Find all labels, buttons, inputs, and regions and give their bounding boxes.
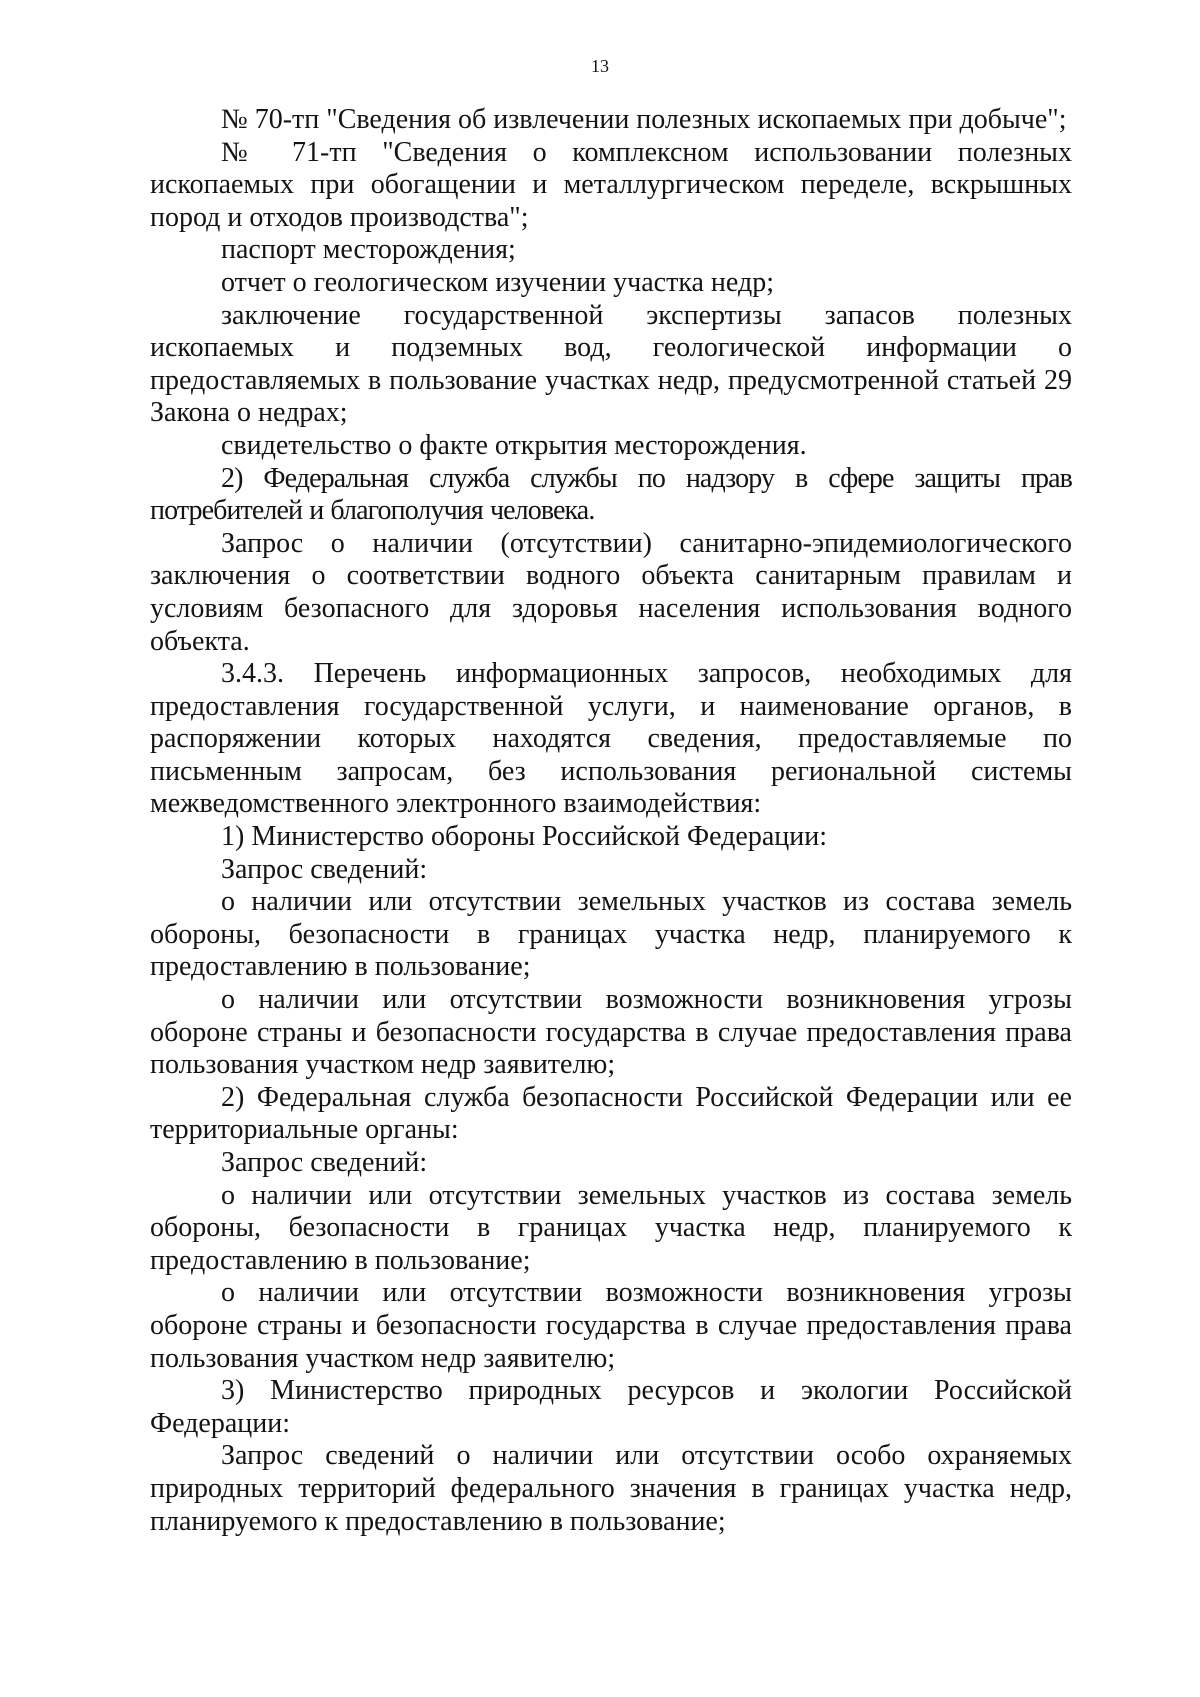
paragraph-defense-land-plots-2: о наличии или отсутствии земельных участков из состава земель обороны, безопасности в границах участка недр, планируемого к предоставлению в пользование; [150, 1179, 1072, 1276]
page-number: 13 [591, 56, 609, 76]
paragraph-protected-areas-request: Запрос сведений о наличии или отсутствии особо охраняемых природных территорий федерального значения в границах участка недр, планируемого к предоставлению в пользование; [150, 1440, 1072, 1537]
paragraph-geological-report: отчет о геологическом изучении участка недр; [221, 266, 774, 298]
document-body [150, 104, 1072, 1538]
paragraph-defense-threat-2: о наличии или отсутствии возможности возникновения угрозы обороне страны и безопасности государства в случае предоставления права пользования участком недр заявителю; [150, 1277, 1072, 1374]
paragraph-info-request-2: Запрос сведений: [221, 1147, 428, 1178]
paragraph-state-expertise: заключение государственной экспертизы запасов полезных ископаемых и подземных вод, геологической информации о предоставляемых в пользование участках недр, предусмотренной статьей 29 Закона о недрах; [150, 299, 1072, 429]
paragraph-form-70tp: № 70-тп "Сведения об извлечении полезных ископаемых при добыче"; [221, 104, 1067, 135]
paragraph-discovery-certificate: свидетельство о факте открытия месторождения. [221, 429, 807, 461]
paragraph-consumer-protection-service: 2) Федеральная служба службы по надзору в сфере защиты прав потребителей и благополучия человека. [150, 462, 1072, 527]
paragraph-federal-security-service: 2) Федеральная служба безопасности Российской Федерации или ее территориальные органы: [150, 1081, 1072, 1146]
paragraph-section-3-4-3: 3.4.3. Перечень информационных запросов, необходимых для предоставления государственной услуги, и наименование органов, в распоряжении которых находятся сведения, предоставляемые по письменным запросам, без использования региональной системы межведомственного электронного взаимодействия: [150, 658, 1072, 820]
paragraph-sanitary-request: Запрос о наличии (отсутствии) санитарно-эпидемиологического заключения о соответствии водного объекта санитарным правилам и условиям безопасного для здоровья населения использования водного объекта. [150, 527, 1072, 657]
paragraph-defense-threat-1: о наличии или отсутствии возможности возникновения угрозы обороне страны и безопасности государства в случае предоставления права пользования участком недр заявителю; [150, 984, 1072, 1081]
paragraph-defense-land-plots-1: о наличии или отсутствии земельных участков из состава земель обороны, безопасности в границах участка недр, планируемого к предоставлению в пользование; [150, 886, 1072, 983]
paragraph-form-71tp: № 71-тп "Сведения о комплексном использовании полезных ископаемых при обогащении и металлургическом переделе, вскрышных пород и отходов производства"; [150, 136, 1072, 233]
paragraph-ministry-of-defense: 1) Министерство обороны Российской Федерации: [221, 821, 828, 853]
paragraph-info-request-1: Запрос сведений: [221, 853, 428, 885]
paragraph-deposit-passport: паспорт месторождения; [221, 234, 516, 266]
paragraph-ministry-natural-resources: 3) Министерство природных ресурсов и экологии Российской Федерации: [150, 1375, 1072, 1439]
